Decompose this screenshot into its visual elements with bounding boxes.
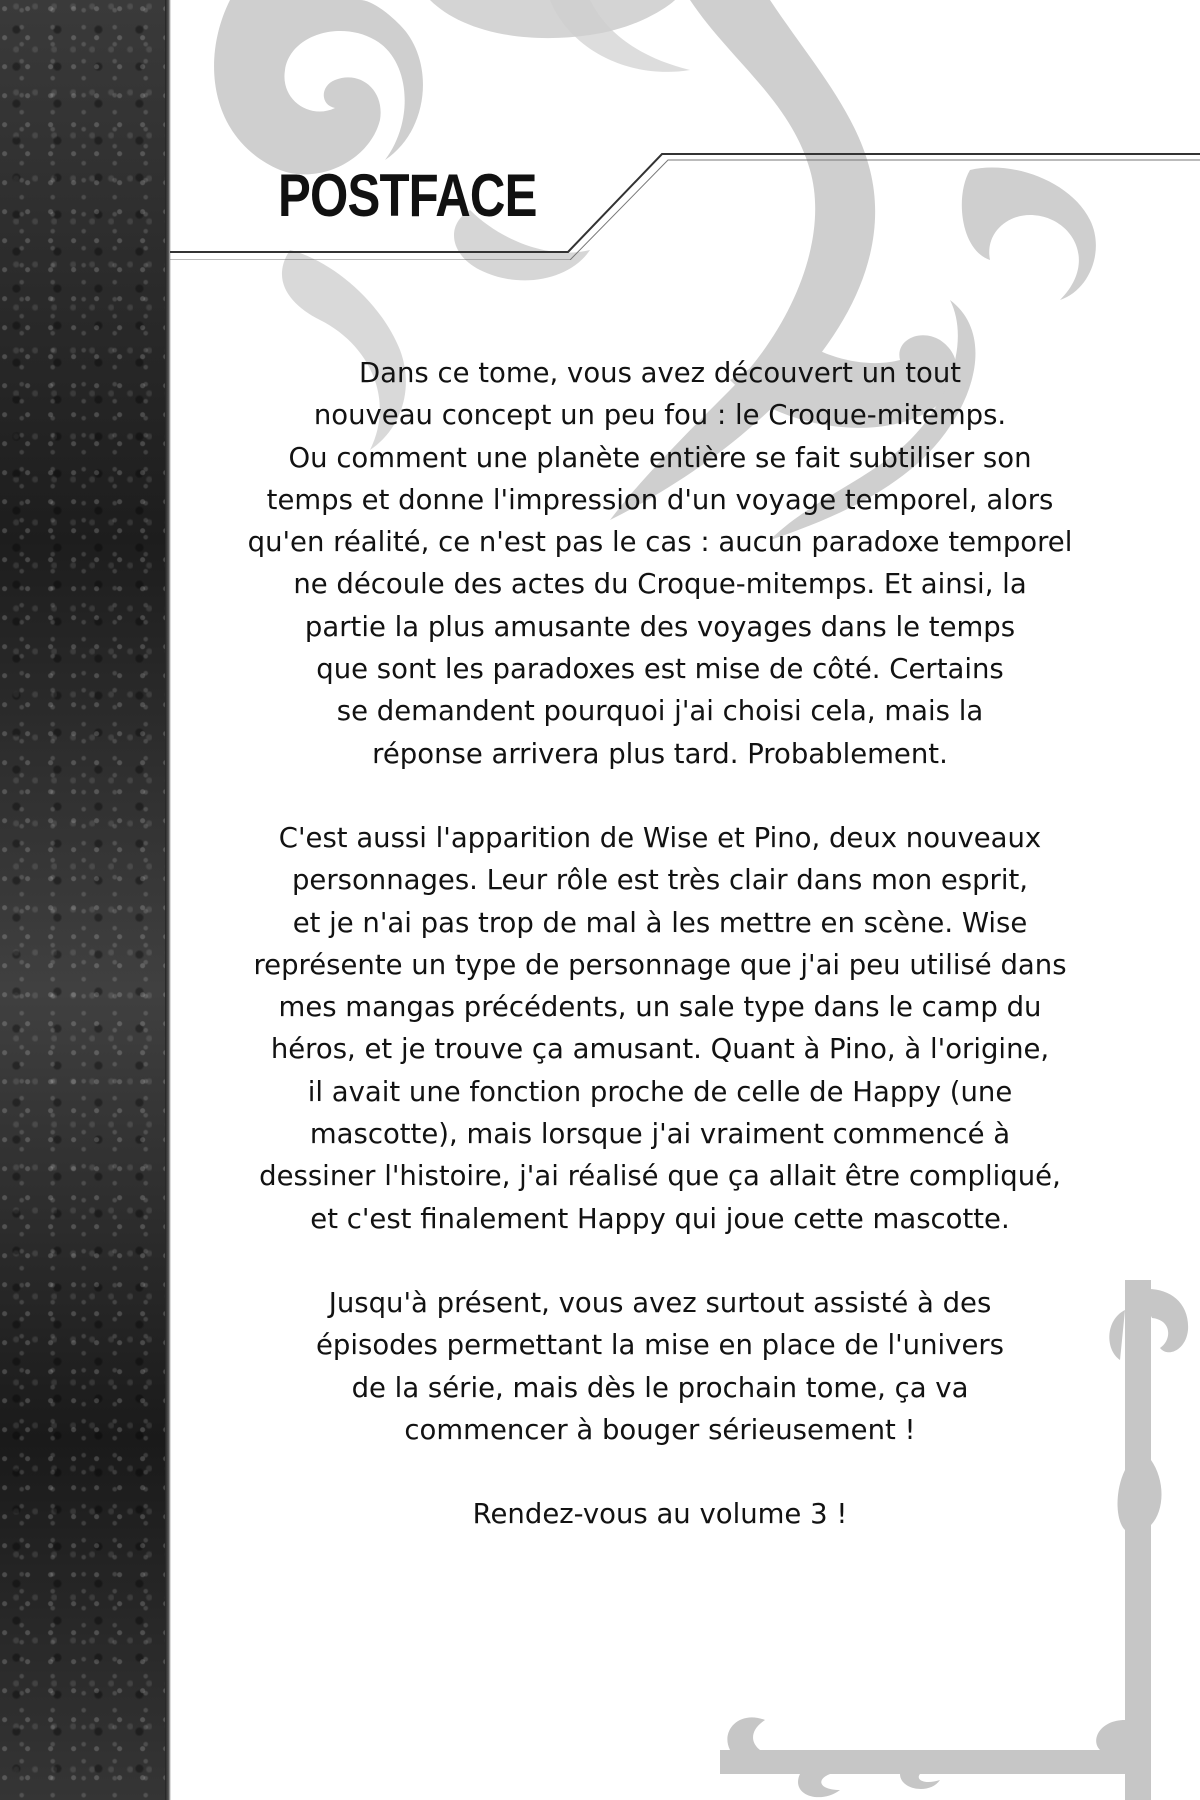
text-line: et c'est finalement Happy qui joue cette mascotte. [310, 1202, 1010, 1235]
postface-body [200, 352, 1120, 1577]
paragraph-3 [200, 1282, 1120, 1451]
text-line: et je n'ai pas trop de mal à les mettre en scène. Wise [292, 906, 1028, 939]
paragraph-1 [200, 352, 1120, 775]
text-line: qu'en réalité, ce n'est pas le cas : aucun paradoxe temporel [247, 526, 1073, 559]
text-line: commencer à bouger sérieusement ! [404, 1413, 916, 1446]
text-line: Ou comment une planète entière se fait subtiliser son [288, 441, 1032, 474]
text-line: Jusqu'à présent, vous avez surtout assisté à des [328, 1286, 992, 1319]
text-line: mascotte), mais lorsque j'ai vraiment commencé à [309, 1118, 1011, 1151]
text-line: de la série, mais dès le prochain tome, ça va [351, 1371, 969, 1404]
text-line: partie la plus amusante des voyages dans le temps [304, 610, 1016, 643]
text-line: se demandent pourquoi j'ai choisi cela, mais la [336, 695, 984, 728]
text-line: temps et donne l'impression d'un voyage temporel, alors [266, 483, 1054, 516]
text-line: Dans ce tome, vous avez découvert un tout [358, 357, 962, 389]
text-line: réponse arrivera plus tard. Probablement. [372, 737, 948, 770]
page-title: POSTFACE [278, 162, 537, 229]
paragraph-2 [200, 817, 1120, 1240]
text-line: épisodes permettant la mise en place de l'univers [316, 1329, 1004, 1362]
textured-side-strip [0, 0, 170, 1800]
text-line: il avait une fonction proche de celle de Happy (une [307, 1075, 1013, 1108]
text-line: personnages. Leur rôle est très clair dans mon esprit, [291, 864, 1029, 897]
text-line: mes mangas précédents, un sale type dans le camp du [278, 991, 1042, 1024]
closing-line: Rendez-vous au volume 3 ! [472, 1498, 848, 1531]
text-line: que sont les paradoxes est mise de côté. Certains [316, 653, 1004, 686]
text-line: héros, et je trouve ça amusant. Quant à Pino, à l'origine, [270, 1033, 1050, 1066]
header-banner [170, 140, 1200, 260]
text-line: dessiner l'histoire, j'ai réalisé que ça allait être compliqué, [259, 1160, 1061, 1193]
text-line: nouveau concept un peu fou : le Croque-mitemps. [313, 399, 1007, 432]
text-line: représente un type de personnage que j'ai peu utilisé dans [253, 948, 1067, 981]
text-line: C'est aussi l'apparition de Wise et Pino, deux nouveaux [278, 821, 1042, 854]
text-line: ne découle des actes du Croque-mitemps. Et ainsi, la [293, 568, 1027, 601]
closing-paragraph [200, 1493, 1120, 1535]
